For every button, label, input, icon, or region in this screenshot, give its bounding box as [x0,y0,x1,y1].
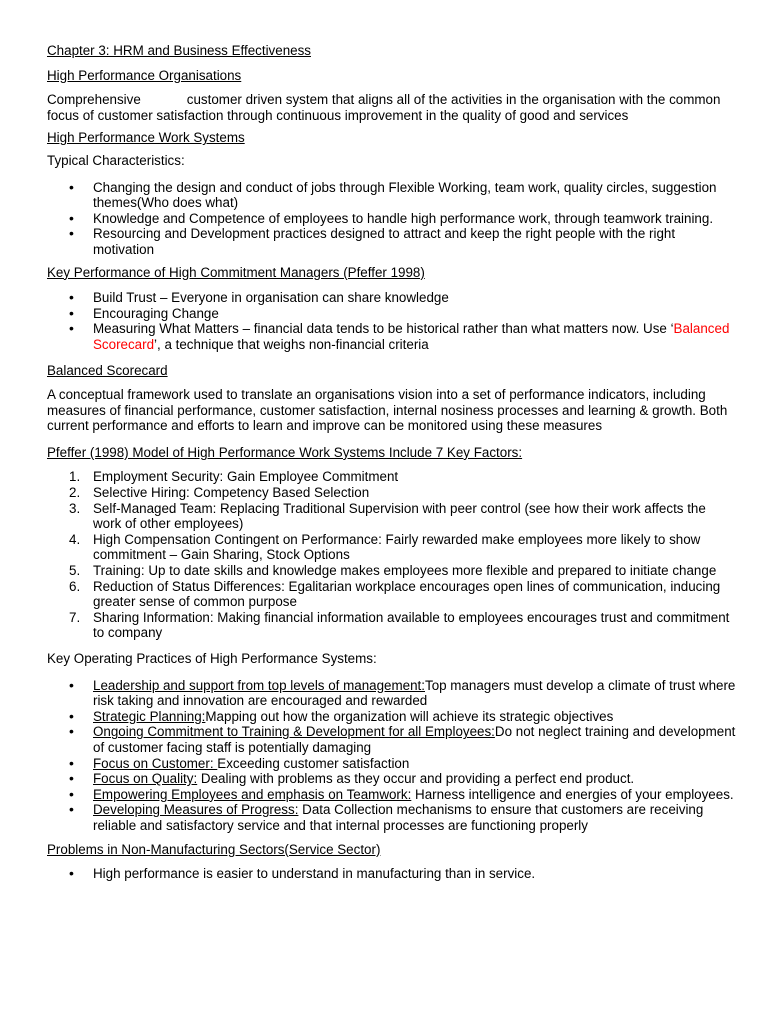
list-item [47,787,737,803]
item-text: Selective Hiring: Competency Based Selection [93,485,370,501]
hpo-definition [47,92,737,123]
item-number: 1. [69,469,81,485]
item-text: Top managers must develop a climate of trust where risk taking and innovation are encouraged and rewarded [93,677,736,709]
item-text: Mapping out how the organization will achieve its strategic objectives [205,708,614,724]
document-page [47,43,737,882]
item-label: Empowering Employees and emphasis on Teamwork: [93,786,412,802]
list-item [47,563,737,579]
item-number: 3. [69,500,81,516]
heading-hpws: High Performance Work Systems [47,130,245,146]
item-text: Training: Up to date skills and knowledge makes employees more flexible and prepared to initiate change [93,563,717,579]
item-label: Strategic Planning: [93,708,206,724]
list-item: • Knowledge and Competence of employees to handle high performance work, through teamwork training. [47,211,737,227]
kops-list [47,678,737,834]
heading-kphcm: Key Performance of High Commitment Managers (Pfeffer 1998) [47,264,425,280]
list-item: • High performance is easier to understand in manufacturing than in service. [47,866,737,882]
list-item [47,771,737,787]
item-label: Focus on Customer: [93,755,218,771]
list-item [47,321,737,352]
item-number: 6. [69,578,81,594]
item-text: Self-Managed Team: Replacing Traditional Supervision with peer control (see how their work affects the work of other employees) [93,500,706,532]
item-number: 5. [69,563,81,579]
item-text: Exceeding customer satisfaction [217,755,410,771]
list-item [47,501,737,532]
item-text: Employment Security: Gain Employee Commitment [93,469,399,485]
item-number: 7. [69,609,81,625]
list-item [47,610,737,641]
item-text: Reduction of Status Differences: Egalitarian workplace encourages open lines of communication, inducing greater sense of common purpose [93,578,721,610]
list-item [47,579,737,610]
list-item [47,532,737,563]
heading-hpo: High Performance Organisations [47,67,242,83]
hpws-list [47,180,737,258]
list-item [47,469,737,485]
item-text: Harness intelligence and energies of your employees. [411,786,734,802]
list-item [47,485,737,501]
list-item [47,709,737,725]
bsc-body: A conceptual framework used to translate an organisations vision into a set of performance indicators, including measures of financial performance, customer satisfaction, internal nosiness processes and learning & growth. Both current performance and efforts to learn and improve can be monitored using these measures [47,387,728,434]
item-label: Leadership and support from top levels of management: [93,677,425,693]
item-text: ’, a technique that weighs non-financial criteria [154,336,429,352]
list-item [47,756,737,772]
list-item [47,678,737,709]
heading-kops: Key Operating Practices of High Performance Systems: [47,651,377,666]
pfeffer-list [47,469,737,641]
hpo-term: Comprehensive [47,92,141,108]
list-item [47,724,737,755]
item-number: 4. [69,531,81,547]
item-label: Ongoing Commitment to Training & Development for all Employees: [93,724,495,740]
item-number: 2. [69,485,81,501]
balanced-scorecard-highlight: Balanced Scorecard [93,321,730,352]
heading-nms: Problems in Non-Manufacturing Sectors(Service Sector) [47,841,381,857]
item-text: Sharing Information: Making financial information available to employees encourages trust and commitment to company [93,609,730,641]
list-item: • Encouraging Change [47,306,737,322]
list-item [47,802,737,833]
hpws-intro: Typical Characteristics: [47,152,185,168]
kphcm-list [47,290,737,352]
list-item: • Changing the design and conduct of jobs through Flexible Working, team work, quality circles, suggestion themes(Who does what) [47,180,737,211]
item-text: Data Collection mechanisms to ensure that customers are receiving reliable and satisfactory service and that internal processes are functioning properly [93,802,704,833]
nms-list [47,866,737,882]
item-label: Focus on Quality: [93,771,198,787]
item-text: Measuring What Matters – financial data tends to be historical rather than what matters now. Use ‘ [93,321,674,337]
item-text: Dealing with problems as they occur and providing a perfect end product. [197,771,635,787]
list-item: • Resourcing and Development practices designed to attract and keep the right people with the right motivation [47,226,737,257]
chapter-title: Chapter 3: HRM and Business Effectiveness [47,43,311,58]
item-text: Do not neglect training and development of customer facing staff is potentially damaging [93,724,736,755]
heading-bsc: Balanced Scorecard [47,362,168,378]
item-label: Developing Measures of Progress: [93,802,299,818]
item-text: High Compensation Contingent on Performance: Fairly rewarded make employees more likely to show commitment – Gain Sharing, Stock Options [93,531,701,563]
hpo-definition-text: customer driven system that aligns all of the activities in the organisation with the common focus of customer satisfaction through continuous improvement in the quality of good and services [47,92,721,123]
list-item: • Build Trust – Everyone in organisation can share knowledge [47,290,737,306]
heading-pfeffer: Pfeffer (1998) Model of High Performance Work Systems Include 7 Key Factors: [47,444,523,460]
